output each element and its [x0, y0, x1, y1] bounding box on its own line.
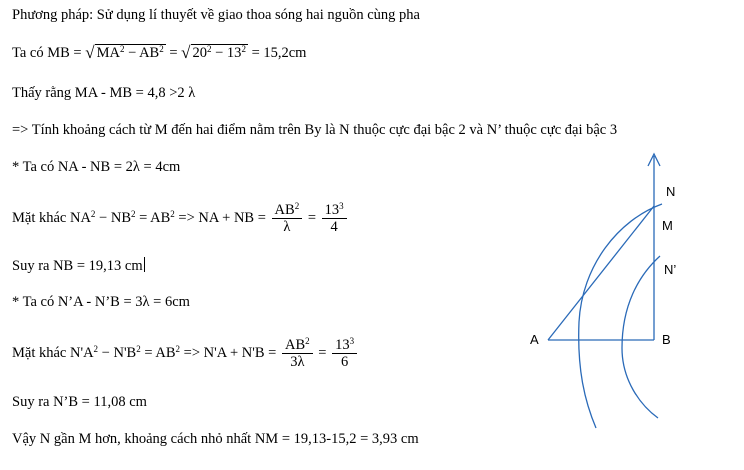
method-line: Phương pháp: Sử dụng lí thuyết về giao thoa sóng hai nguồn cùng pha — [12, 7, 420, 23]
ma-mb-line: Thấy rằng MA - MB = 4,8 >2 λ — [12, 85, 196, 101]
mb-formula-line: Ta có MB = √ $MA^2 - AB^2$ = √ $20^2 - 13^2 = 15,2cm$ — [12, 43, 307, 62]
label-n: N — [666, 184, 676, 199]
fraction-ab2-lambda: $\frac{AB^2}{\lambda}$ — [272, 202, 303, 235]
na-nb-line: * Ta có NA - NB = 2λ = 4cm — [12, 159, 181, 175]
n-prime-b-result-line: Suy ra N’B = 11,08 cm — [12, 394, 147, 410]
sqrt-expression-2: √ $20^2 - 13^2$ — [181, 43, 246, 62]
fraction-13-4: $\frac{13^3}{4}$ — [322, 202, 347, 235]
fraction-13-6: $\frac{13^3}{6}$ — [332, 337, 357, 370]
n-prime-diff-line: * Ta có N’A - N’B = 3λ = 6cm — [12, 294, 190, 310]
text-cursor — [144, 257, 145, 272]
conclusion-intro-line: => Tính khoảng cách từ M đến hai điểm nằm trên By là N thuộc cực đại bậc 2 và N’ thuộc cực đại bậc 3 — [12, 122, 618, 138]
fraction-ab2-3lambda: $\frac{AB^2}{3\lambda}$ — [282, 337, 313, 370]
label-b: B — [662, 332, 671, 347]
sqrt-expression-1: √ $MA^2 - AB^2$ — [85, 43, 164, 62]
hyperbola-max-order-3 — [622, 256, 660, 418]
final-answer-line: Vậy N gần M hơn, khoảng cách nhỏ nhất NM = 19,13-15,2 = 3,93 cm — [12, 431, 419, 447]
n-prime-sum-line: Mặt khác $N'A^2 - N'B^2 = AB^2 => N'A + N'B$ = $\frac{AB^2}{3\lambda}$ = $\frac{13^3}{6}$ — [12, 337, 359, 370]
label-n-prime: N’ — [664, 262, 677, 277]
nb-result-line: Suy ra NB = 19,13 cm — [12, 258, 143, 274]
segment-am — [548, 206, 654, 340]
label-m: M — [662, 218, 673, 233]
na-plus-nb-line: Mặt khác $NA^2 - NB^2 = AB^2$ => NA + NB = $\frac{AB^2}{\lambda}$ = $\frac{13^3}{4}$ — [12, 202, 349, 235]
axis-arrow-head — [648, 154, 660, 166]
label-a: A — [530, 332, 539, 347]
hyperbola-max-order-2 — [579, 204, 662, 428]
